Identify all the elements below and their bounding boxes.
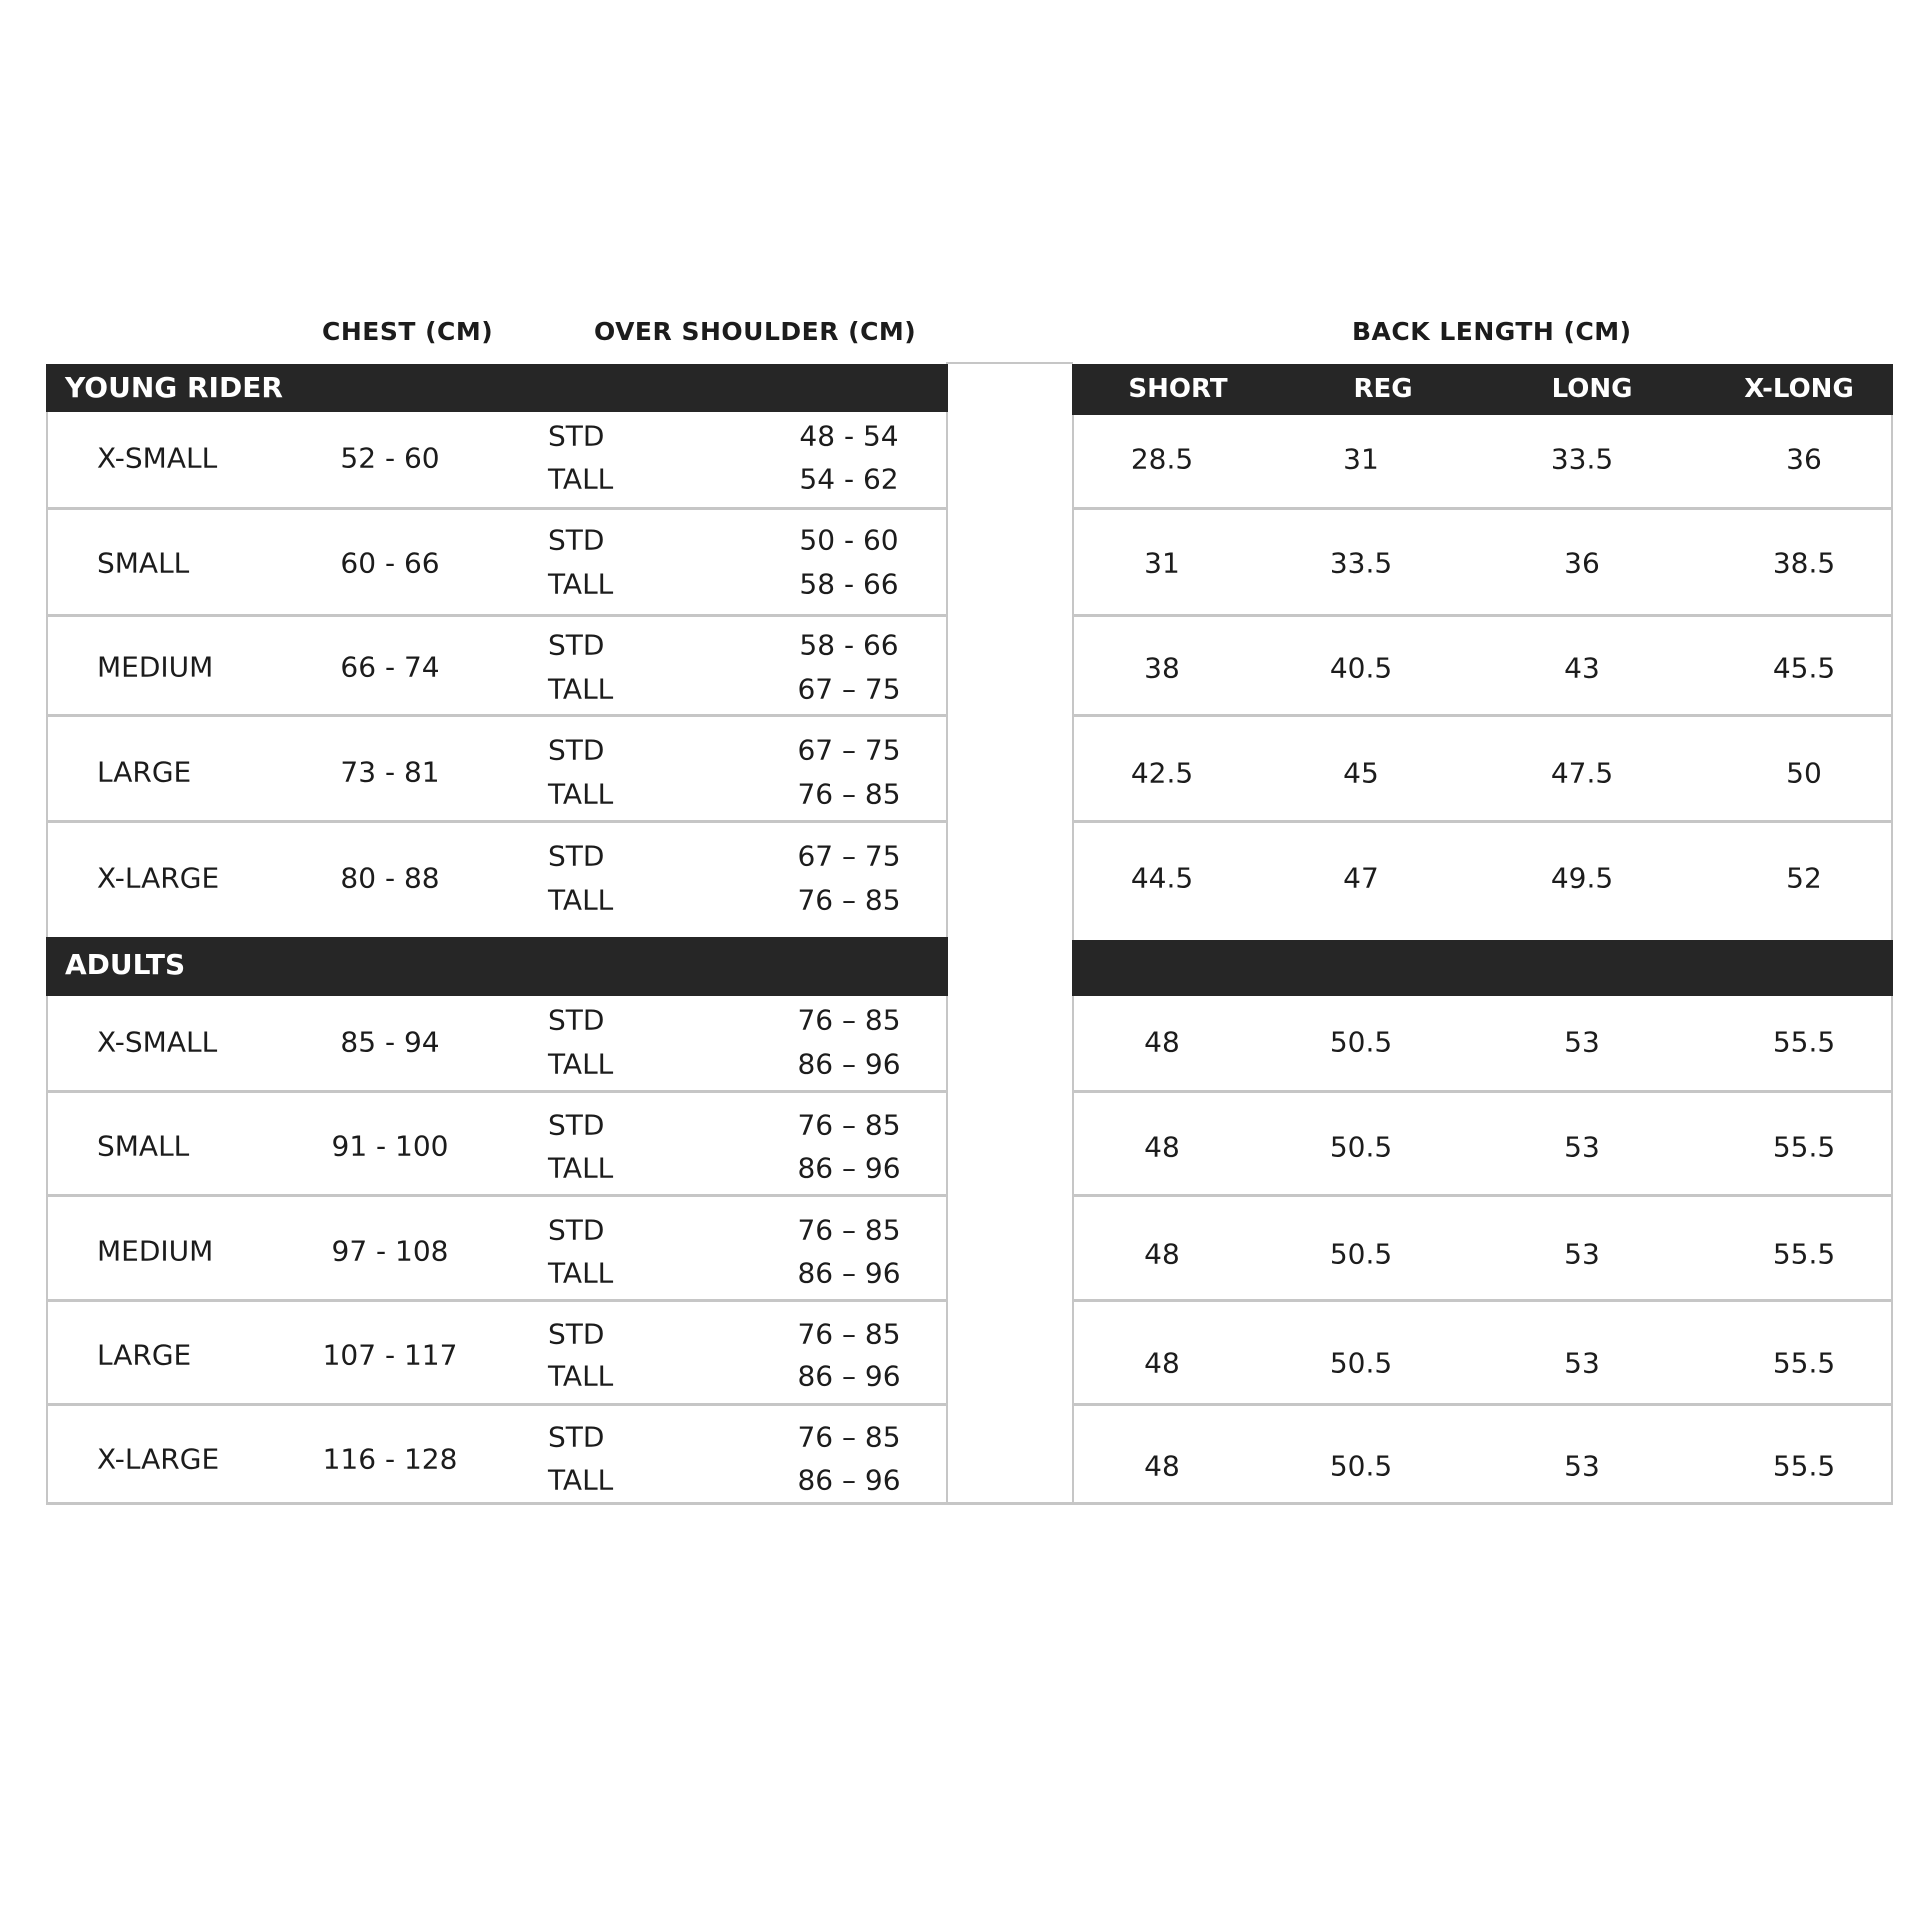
column-short: SHORT xyxy=(1128,374,1228,404)
size-label: X-SMALL xyxy=(97,441,218,475)
section-bar-adults xyxy=(46,937,948,996)
row-divider xyxy=(46,614,948,617)
row-divider xyxy=(1072,1403,1893,1406)
back-x-long: 52 xyxy=(1786,861,1822,895)
back-long: 43 xyxy=(1564,651,1600,685)
back-x-long: 45.5 xyxy=(1772,651,1836,685)
chest-range: 85 - 94 xyxy=(340,1025,440,1059)
gap-top-border xyxy=(946,362,1073,364)
back-length-adults-bar xyxy=(1072,940,1893,996)
back-short: 48 xyxy=(1144,1237,1180,1271)
size-label: X-SMALL xyxy=(97,1025,218,1059)
chest-range: 66 - 74 xyxy=(340,650,440,684)
section-title: ADULTS xyxy=(65,948,186,981)
row-divider xyxy=(46,1299,948,1302)
shoulder-range: 58 - 66 xyxy=(799,567,899,601)
back-x-long: 55.5 xyxy=(1772,1025,1836,1059)
row-divider xyxy=(46,820,948,823)
back-short: 42.5 xyxy=(1130,756,1194,790)
table-right-border xyxy=(1891,364,1893,1504)
fit-label: TALL xyxy=(548,567,614,601)
back-reg: 50.5 xyxy=(1329,1449,1393,1483)
fit-label: STD xyxy=(548,628,605,662)
back-length-columns-bar xyxy=(1072,364,1893,415)
shoulder-range: 58 - 66 xyxy=(799,628,899,662)
fit-label: STD xyxy=(548,1317,605,1351)
shoulder-range: 76 – 85 xyxy=(797,777,901,811)
size-label: LARGE xyxy=(97,755,192,789)
shoulder-range: 86 – 96 xyxy=(797,1151,901,1185)
table-bottom-border xyxy=(46,1502,1893,1505)
back-reg: 50.5 xyxy=(1329,1130,1393,1164)
left-table-right-border xyxy=(946,364,948,1504)
shoulder-range: 76 – 85 xyxy=(797,1317,901,1351)
fit-label: TALL xyxy=(548,1359,614,1393)
shoulder-range: 86 – 96 xyxy=(797,1359,901,1393)
size-label: LARGE xyxy=(97,1338,192,1372)
row-divider xyxy=(1072,507,1893,510)
shoulder-range: 76 – 85 xyxy=(797,1420,901,1454)
back-long: 53 xyxy=(1564,1025,1600,1059)
fit-label: STD xyxy=(548,1420,605,1454)
fit-label: STD xyxy=(548,1213,605,1247)
table-left-border xyxy=(46,364,48,1504)
back-short: 44.5 xyxy=(1130,861,1194,895)
back-reg: 47 xyxy=(1343,861,1379,895)
row-divider xyxy=(46,1090,948,1093)
back-short: 31 xyxy=(1144,546,1180,580)
back-x-long: 55.5 xyxy=(1772,1449,1836,1483)
back-long: 53 xyxy=(1564,1346,1600,1380)
fit-label: TALL xyxy=(548,1151,614,1185)
shoulder-range: 54 - 62 xyxy=(799,462,899,496)
row-divider xyxy=(1072,714,1893,717)
fit-label: STD xyxy=(548,839,605,873)
size-label: MEDIUM xyxy=(97,650,214,684)
chest-range: 116 - 128 xyxy=(322,1442,458,1476)
row-divider xyxy=(46,714,948,717)
shoulder-range: 67 – 75 xyxy=(797,733,901,767)
fit-label: STD xyxy=(548,1003,605,1037)
size-label: X-LARGE xyxy=(97,861,220,895)
back-short: 48 xyxy=(1144,1449,1180,1483)
back-x-long: 55.5 xyxy=(1772,1130,1836,1164)
chest-header: CHEST (CM) xyxy=(322,317,494,346)
chest-range: 73 - 81 xyxy=(340,755,440,789)
over-shoulder-header: OVER SHOULDER (CM) xyxy=(594,317,917,346)
shoulder-range: 48 - 54 xyxy=(799,419,899,453)
back-short: 48 xyxy=(1144,1025,1180,1059)
back-long: 47.5 xyxy=(1550,756,1614,790)
section-bar-young-rider xyxy=(46,364,948,412)
back-long: 53 xyxy=(1564,1130,1600,1164)
fit-label: TALL xyxy=(548,1256,614,1290)
back-reg: 50.5 xyxy=(1329,1237,1393,1271)
fit-label: STD xyxy=(548,1108,605,1142)
back-x-long: 38.5 xyxy=(1772,546,1836,580)
back-reg: 33.5 xyxy=(1329,546,1393,580)
fit-label: TALL xyxy=(548,1047,614,1081)
back-x-long: 55.5 xyxy=(1772,1237,1836,1271)
back-x-long: 36 xyxy=(1786,442,1822,476)
back-reg: 50.5 xyxy=(1329,1025,1393,1059)
chest-range: 97 - 108 xyxy=(331,1234,449,1268)
row-divider xyxy=(1072,1299,1893,1302)
column-x-long: X-LONG xyxy=(1744,374,1854,404)
shoulder-range: 86 – 96 xyxy=(797,1463,901,1497)
back-length-header: BACK LENGTH (CM) xyxy=(1352,317,1632,346)
back-x-long: 50 xyxy=(1786,756,1822,790)
size-label: X-LARGE xyxy=(97,1442,220,1476)
shoulder-range: 67 – 75 xyxy=(797,839,901,873)
chest-range: 91 - 100 xyxy=(331,1129,449,1163)
chest-range: 80 - 88 xyxy=(340,861,440,895)
fit-label: TALL xyxy=(548,883,614,917)
back-short: 38 xyxy=(1144,651,1180,685)
chest-range: 52 - 60 xyxy=(340,441,440,475)
row-divider xyxy=(1072,1194,1893,1197)
back-reg: 31 xyxy=(1343,442,1379,476)
fit-label: STD xyxy=(548,523,605,557)
size-label: MEDIUM xyxy=(97,1234,214,1268)
back-short: 28.5 xyxy=(1130,442,1194,476)
back-long: 33.5 xyxy=(1550,442,1614,476)
back-short: 48 xyxy=(1144,1130,1180,1164)
back-reg: 40.5 xyxy=(1329,651,1393,685)
fit-label: TALL xyxy=(548,462,614,496)
fit-label: TALL xyxy=(548,777,614,811)
back-long: 53 xyxy=(1564,1237,1600,1271)
row-divider xyxy=(46,507,948,510)
row-divider xyxy=(1072,1090,1893,1093)
shoulder-range: 50 - 60 xyxy=(799,523,899,557)
fit-label: TALL xyxy=(548,1463,614,1497)
shoulder-range: 67 – 75 xyxy=(797,672,901,706)
column-long: LONG xyxy=(1551,374,1633,404)
fit-label: TALL xyxy=(548,672,614,706)
back-reg: 45 xyxy=(1343,756,1379,790)
row-divider xyxy=(1072,820,1893,823)
shoulder-range: 76 – 85 xyxy=(797,1213,901,1247)
row-divider xyxy=(1072,614,1893,617)
row-divider xyxy=(46,1194,948,1197)
shoulder-range: 76 – 85 xyxy=(797,1003,901,1037)
shoulder-range: 76 – 85 xyxy=(797,1108,901,1142)
back-reg: 50.5 xyxy=(1329,1346,1393,1380)
back-long: 53 xyxy=(1564,1449,1600,1483)
fit-label: STD xyxy=(548,419,605,453)
back-long: 49.5 xyxy=(1550,861,1614,895)
chest-range: 107 - 117 xyxy=(322,1338,458,1372)
shoulder-range: 86 – 96 xyxy=(797,1256,901,1290)
size-label: SMALL xyxy=(97,546,190,580)
row-divider xyxy=(46,1403,948,1406)
back-long: 36 xyxy=(1564,546,1600,580)
shoulder-range: 86 – 96 xyxy=(797,1047,901,1081)
size-label: SMALL xyxy=(97,1129,190,1163)
fit-label: STD xyxy=(548,733,605,767)
chest-range: 60 - 66 xyxy=(340,546,440,580)
shoulder-range: 76 – 85 xyxy=(797,883,901,917)
column-reg: REG xyxy=(1353,374,1413,404)
back-x-long: 55.5 xyxy=(1772,1346,1836,1380)
section-title: YOUNG RIDER xyxy=(65,371,283,404)
right-table-left-border xyxy=(1072,364,1074,1504)
back-short: 48 xyxy=(1144,1346,1180,1380)
